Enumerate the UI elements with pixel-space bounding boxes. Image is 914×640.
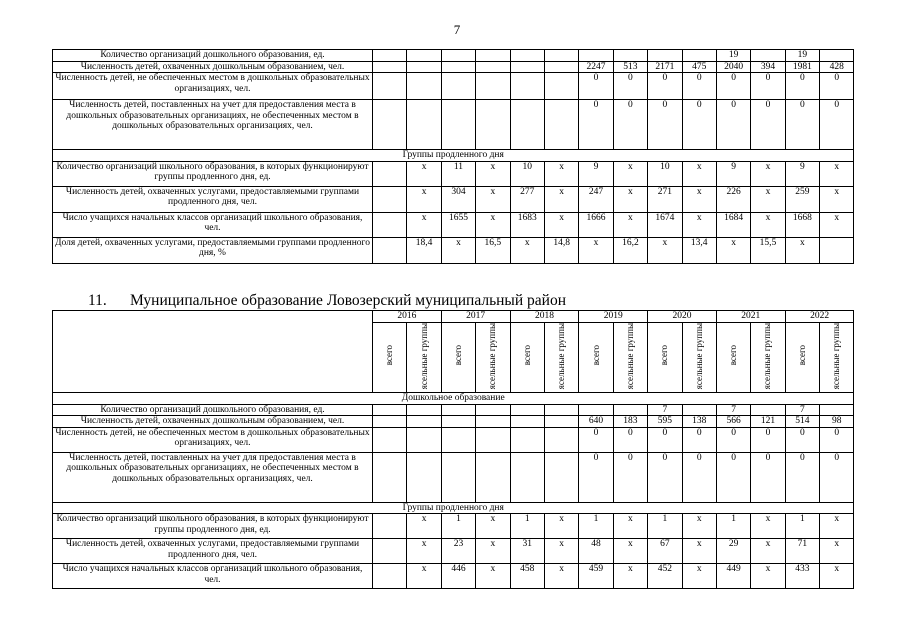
table-cell	[441, 416, 475, 428]
table-cell	[613, 50, 647, 62]
table-cell: х	[476, 212, 510, 237]
table-cell	[407, 416, 441, 428]
table-cell: 0	[613, 452, 647, 502]
table-cell: х	[820, 564, 854, 589]
table-cell	[544, 61, 578, 73]
table-lovozero	[52, 310, 854, 589]
table-cell: х	[476, 539, 510, 564]
subheader-cell	[510, 322, 544, 393]
table-cell	[476, 452, 510, 502]
table-cell: 0	[716, 100, 750, 150]
table-cell: 394	[751, 61, 785, 73]
table-cell	[579, 50, 613, 62]
table-cell: 595	[648, 416, 682, 428]
table-cell	[373, 539, 407, 564]
subheader-label: всего	[384, 345, 395, 366]
table-cell: х	[820, 212, 854, 237]
row-label: Количество организаций школьного образования, в которых функционируют группы продленного дня, ед.	[53, 514, 373, 539]
table-cell	[476, 61, 510, 73]
table-cell	[751, 50, 785, 62]
table-cell	[407, 427, 441, 452]
subheader-label: ясельные группы	[624, 322, 635, 389]
subheader-label: ясельные группы	[487, 322, 498, 389]
table-cell	[476, 73, 510, 100]
table-cell: х	[751, 212, 785, 237]
table-cell: 0	[785, 427, 819, 452]
table-cell: 9	[785, 161, 819, 186]
table-cell	[544, 452, 578, 502]
table-cell	[476, 427, 510, 452]
table-cell: 428	[820, 61, 854, 73]
subheader-cell	[579, 322, 613, 393]
section-title-text: Муниципальное образование Ловозерский муниципальный район	[130, 292, 566, 309]
table-cell	[373, 161, 407, 186]
table-cell	[373, 514, 407, 539]
table-cell: 10	[648, 161, 682, 186]
table-cell: х	[613, 212, 647, 237]
table-cell	[441, 61, 475, 73]
row-label: Численность детей, охваченных услугами, предоставляемыми группами продленного дня, чел.	[53, 539, 373, 564]
table-cell: 0	[785, 73, 819, 100]
table-cell: х	[682, 539, 716, 564]
table-cell: 459	[579, 564, 613, 589]
subheader-label: ясельные группы	[418, 322, 429, 389]
row-label: Доля детей, охваченных услугами, предоставляемыми группами продленного дня, %	[53, 237, 373, 263]
year-header: 2017	[441, 311, 510, 323]
subheader-cell	[407, 322, 441, 393]
header-corner	[53, 311, 373, 393]
table-cell	[544, 427, 578, 452]
table-cell	[373, 73, 407, 100]
table-cell: х	[613, 514, 647, 539]
table-cell: 1	[648, 514, 682, 539]
section-row	[53, 393, 854, 405]
table-cell	[820, 50, 854, 62]
table-row	[53, 564, 854, 589]
table-cell: х	[820, 161, 854, 186]
table-cell: х	[820, 186, 854, 212]
table-cell: 0	[820, 100, 854, 150]
table-cell: 67	[648, 539, 682, 564]
section-row	[53, 150, 854, 162]
table-cell: х	[407, 564, 441, 589]
table-cell	[373, 452, 407, 502]
row-label: Численность детей, поставленных на учет для предоставления места в дошкольных образовательных организациях, не обеспеченных местом в дошкольных образовательных организациях, чел.	[53, 452, 373, 502]
table-cell: 0	[716, 452, 750, 502]
table-cell: 0	[682, 73, 716, 100]
table-cell: х	[682, 564, 716, 589]
table-cell: 2040	[716, 61, 750, 73]
table-cell	[544, 73, 578, 100]
table-cell	[820, 237, 854, 263]
table-cell: 0	[682, 427, 716, 452]
table-cell: 16,5	[476, 237, 510, 263]
table-cell: 566	[716, 416, 750, 428]
table-cell: 0	[716, 427, 750, 452]
table-cell: 0	[716, 73, 750, 100]
table-cell	[407, 404, 441, 416]
section-number: 11.	[88, 292, 107, 309]
table-cell: 9	[716, 161, 750, 186]
table-cell	[407, 452, 441, 502]
table-cell: 304	[441, 186, 475, 212]
table-row	[53, 404, 854, 416]
table-cell: х	[476, 161, 510, 186]
table-cell: 16,2	[613, 237, 647, 263]
subheader-label: всего	[659, 345, 670, 366]
row-label: Численность детей, охваченных дошкольным образованием, чел.	[53, 61, 373, 73]
table-cell: 475	[682, 61, 716, 73]
table-cell: х	[716, 237, 750, 263]
table-cell: 0	[820, 452, 854, 502]
table-cell: х	[751, 161, 785, 186]
table-cell: 449	[716, 564, 750, 589]
table-cell: х	[613, 564, 647, 589]
table-cell	[510, 427, 544, 452]
table-cell: 1	[785, 514, 819, 539]
table-cell: 0	[751, 452, 785, 502]
table-cell: х	[544, 514, 578, 539]
table-cell: 226	[716, 186, 750, 212]
table-cell: х	[544, 564, 578, 589]
table-cell: 640	[579, 416, 613, 428]
year-header: 2016	[373, 311, 442, 323]
table-cell: х	[751, 186, 785, 212]
table-row	[53, 427, 854, 452]
table-cell: 1655	[441, 212, 475, 237]
table-cell: 1	[441, 514, 475, 539]
table-cell	[648, 50, 682, 62]
table-cell: х	[544, 212, 578, 237]
table-cell	[510, 404, 544, 416]
table-cell: 271	[648, 186, 682, 212]
table-cell	[441, 452, 475, 502]
table-cell	[579, 404, 613, 416]
row-label: Количество организаций дошкольного образования, ед.	[53, 50, 373, 62]
table-cell: х	[579, 237, 613, 263]
table-cell: 0	[648, 452, 682, 502]
table-cell	[476, 416, 510, 428]
table-cell: 138	[682, 416, 716, 428]
table-cell: 48	[579, 539, 613, 564]
table-cell: х	[476, 186, 510, 212]
subheader-cell	[785, 322, 819, 393]
subheader-label: всего	[452, 345, 463, 366]
section-label: Дошкольное образование	[53, 393, 854, 405]
header-years-row	[53, 311, 854, 323]
table-cell: х	[682, 161, 716, 186]
table-cell: х	[751, 539, 785, 564]
table-cell: 513	[613, 61, 647, 73]
table-cell	[373, 416, 407, 428]
section-row	[53, 502, 854, 514]
table-row	[53, 212, 854, 237]
table-continuation	[52, 49, 854, 264]
year-header: 2018	[510, 311, 579, 323]
table-cell: 19	[785, 50, 819, 62]
table-cell	[373, 61, 407, 73]
table-cell	[510, 61, 544, 73]
table-cell: х	[682, 212, 716, 237]
table-cell: х	[510, 237, 544, 263]
subheader-cell	[544, 322, 578, 393]
table-cell	[373, 427, 407, 452]
table-cell: х	[751, 514, 785, 539]
table-cell	[373, 404, 407, 416]
table-cell: 0	[579, 452, 613, 502]
table-cell: 1981	[785, 61, 819, 73]
row-label: Численность детей, поставленных на учет для предоставления места в дошкольных образовательных организациях, не обеспеченных местом в дошкольных образовательных организациях, чел.	[53, 100, 373, 150]
table-cell: х	[648, 237, 682, 263]
table-cell	[476, 100, 510, 150]
table-row	[53, 50, 854, 62]
table-cell: 98	[820, 416, 854, 428]
table-cell	[613, 404, 647, 416]
table-cell: 29	[716, 539, 750, 564]
table-cell: 0	[613, 100, 647, 150]
row-label: Численность детей, охваченных услугами, предоставляемыми группами продленного дня, чел.	[53, 186, 373, 212]
table-cell: х	[544, 186, 578, 212]
table-cell	[751, 404, 785, 416]
table-row	[53, 452, 854, 502]
table-cell: 15,5	[751, 237, 785, 263]
table-cell: 452	[648, 564, 682, 589]
table-cell	[682, 404, 716, 416]
table-cell	[510, 50, 544, 62]
table-cell	[544, 100, 578, 150]
subheader-cell	[441, 322, 475, 393]
table-cell: 458	[510, 564, 544, 589]
table-cell: 7	[785, 404, 819, 416]
table-cell	[373, 212, 407, 237]
page-number: 7	[453, 22, 461, 37]
table-cell: 7	[648, 404, 682, 416]
table-cell: 183	[613, 416, 647, 428]
table-cell: х	[682, 514, 716, 539]
table-cell: 0	[648, 427, 682, 452]
table-cell: 0	[785, 100, 819, 150]
table-cell: 0	[648, 100, 682, 150]
table-cell	[510, 416, 544, 428]
section-heading	[88, 292, 566, 310]
row-label: Число учащихся начальных классов организаций школьного образования, чел.	[53, 564, 373, 589]
table-cell	[441, 427, 475, 452]
row-label: Количество организаций школьного образования, в которых функционируют группы продленного дня, ед.	[53, 161, 373, 186]
section-label: Группы продленного дня	[53, 150, 854, 162]
subheader-cell	[820, 322, 854, 393]
table-cell: 0	[820, 73, 854, 100]
table-cell	[407, 73, 441, 100]
table-cell	[441, 100, 475, 150]
table-cell: 9	[579, 161, 613, 186]
table-row	[53, 237, 854, 263]
table-row	[53, 539, 854, 564]
table-cell	[441, 73, 475, 100]
table-cell: 0	[648, 73, 682, 100]
table-cell	[373, 237, 407, 263]
table-cell	[510, 452, 544, 502]
table-cell: х	[820, 514, 854, 539]
table-cell: 1674	[648, 212, 682, 237]
table-row	[53, 100, 854, 150]
table-cell: 13,4	[682, 237, 716, 263]
table-cell: х	[407, 539, 441, 564]
table-cell	[407, 100, 441, 150]
table-cell: х	[476, 514, 510, 539]
table-cell	[373, 100, 407, 150]
table-cell: х	[613, 186, 647, 212]
table-cell: 1684	[716, 212, 750, 237]
table-cell: х	[407, 212, 441, 237]
table-cell: 1683	[510, 212, 544, 237]
table-cell: 0	[579, 427, 613, 452]
table-cell: 514	[785, 416, 819, 428]
subheader-label: ясельные группы	[762, 322, 773, 389]
table-cell: х	[407, 186, 441, 212]
table-cell: 247	[579, 186, 613, 212]
row-label: Численность детей, не обеспеченных местом в дошкольных образовательных организациях, чел.	[53, 427, 373, 452]
table-cell	[544, 404, 578, 416]
table-cell: 0	[579, 73, 613, 100]
subheader-label: всего	[796, 345, 807, 366]
table-row	[53, 61, 854, 73]
subheader-label: ясельные группы	[831, 322, 842, 389]
table-cell	[441, 404, 475, 416]
table-cell: 0	[751, 73, 785, 100]
subheader-label: ясельные группы	[556, 322, 567, 389]
subheader-cell	[476, 322, 510, 393]
table-cell: х	[544, 161, 578, 186]
table-cell	[441, 50, 475, 62]
table-cell: 18,4	[407, 237, 441, 263]
table-cell: 1668	[785, 212, 819, 237]
table-cell: 31	[510, 539, 544, 564]
subheader-label: всего	[590, 345, 601, 366]
table-cell: х	[613, 539, 647, 564]
section-label: Группы продленного дня	[53, 502, 854, 514]
table-cell: 0	[751, 100, 785, 150]
table-cell	[544, 50, 578, 62]
subheader-cell	[613, 322, 647, 393]
year-header: 2020	[648, 311, 717, 323]
subheader-label: всего	[521, 345, 532, 366]
table-cell	[373, 564, 407, 589]
table-cell: 71	[785, 539, 819, 564]
table-row	[53, 514, 854, 539]
table-cell: 11	[441, 161, 475, 186]
table-cell: 1666	[579, 212, 613, 237]
table-cell	[373, 186, 407, 212]
table-cell: 10	[510, 161, 544, 186]
table-cell: х	[785, 237, 819, 263]
table-cell: х	[407, 514, 441, 539]
table-cell: х	[613, 161, 647, 186]
table-cell: 259	[785, 186, 819, 212]
table-cell: 0	[682, 452, 716, 502]
table-cell: х	[407, 161, 441, 186]
table-cell	[407, 50, 441, 62]
table-cell: 19	[716, 50, 750, 62]
table-cell: 121	[751, 416, 785, 428]
table-cell: 0	[613, 73, 647, 100]
table-cell	[510, 100, 544, 150]
table-cell: х	[476, 564, 510, 589]
table-cell: х	[441, 237, 475, 263]
table-cell: 2247	[579, 61, 613, 73]
year-header: 2019	[579, 311, 648, 323]
table-cell: 277	[510, 186, 544, 212]
table-cell	[544, 416, 578, 428]
table-cell: 433	[785, 564, 819, 589]
table-cell: 446	[441, 564, 475, 589]
table-cell	[682, 50, 716, 62]
table-cell: 1	[579, 514, 613, 539]
table-cell: 0	[579, 100, 613, 150]
table-row	[53, 73, 854, 100]
table-cell: х	[682, 186, 716, 212]
subheader-cell	[682, 322, 716, 393]
table-cell: 0	[613, 427, 647, 452]
row-label: Число учащихся начальных классов организаций школьного образования, чел.	[53, 212, 373, 237]
subheader-cell	[373, 322, 407, 393]
table-cell	[476, 50, 510, 62]
table-cell: 14,8	[544, 237, 578, 263]
subheader-label: всего	[728, 345, 739, 366]
table-cell	[373, 50, 407, 62]
table-row	[53, 186, 854, 212]
table-cell: 1	[510, 514, 544, 539]
table-cell: х	[751, 564, 785, 589]
table-cell: х	[544, 539, 578, 564]
table-cell: 0	[785, 452, 819, 502]
table-cell	[476, 404, 510, 416]
table-cell: 2171	[648, 61, 682, 73]
row-label: Количество организаций дошкольного образования, ед.	[53, 404, 373, 416]
table-cell: 0	[751, 427, 785, 452]
table-cell	[820, 404, 854, 416]
subheader-cell	[648, 322, 682, 393]
table-cell: 1	[716, 514, 750, 539]
row-label: Численность детей, не обеспеченных местом в дошкольных образовательных организациях, чел.	[53, 73, 373, 100]
table-row	[53, 416, 854, 428]
table-cell	[510, 73, 544, 100]
table-cell: х	[820, 539, 854, 564]
table-cell: 0	[682, 100, 716, 150]
table-cell: 7	[716, 404, 750, 416]
table-cell: 0	[820, 427, 854, 452]
row-label: Численность детей, охваченных дошкольным образованием, чел.	[53, 416, 373, 428]
subheader-cell	[751, 322, 785, 393]
table-cell	[407, 61, 441, 73]
year-header: 2022	[785, 311, 854, 323]
table-row	[53, 161, 854, 186]
year-header: 2021	[716, 311, 785, 323]
table-cell: 23	[441, 539, 475, 564]
subheader-label: ясельные группы	[693, 322, 704, 389]
subheader-cell	[716, 322, 750, 393]
